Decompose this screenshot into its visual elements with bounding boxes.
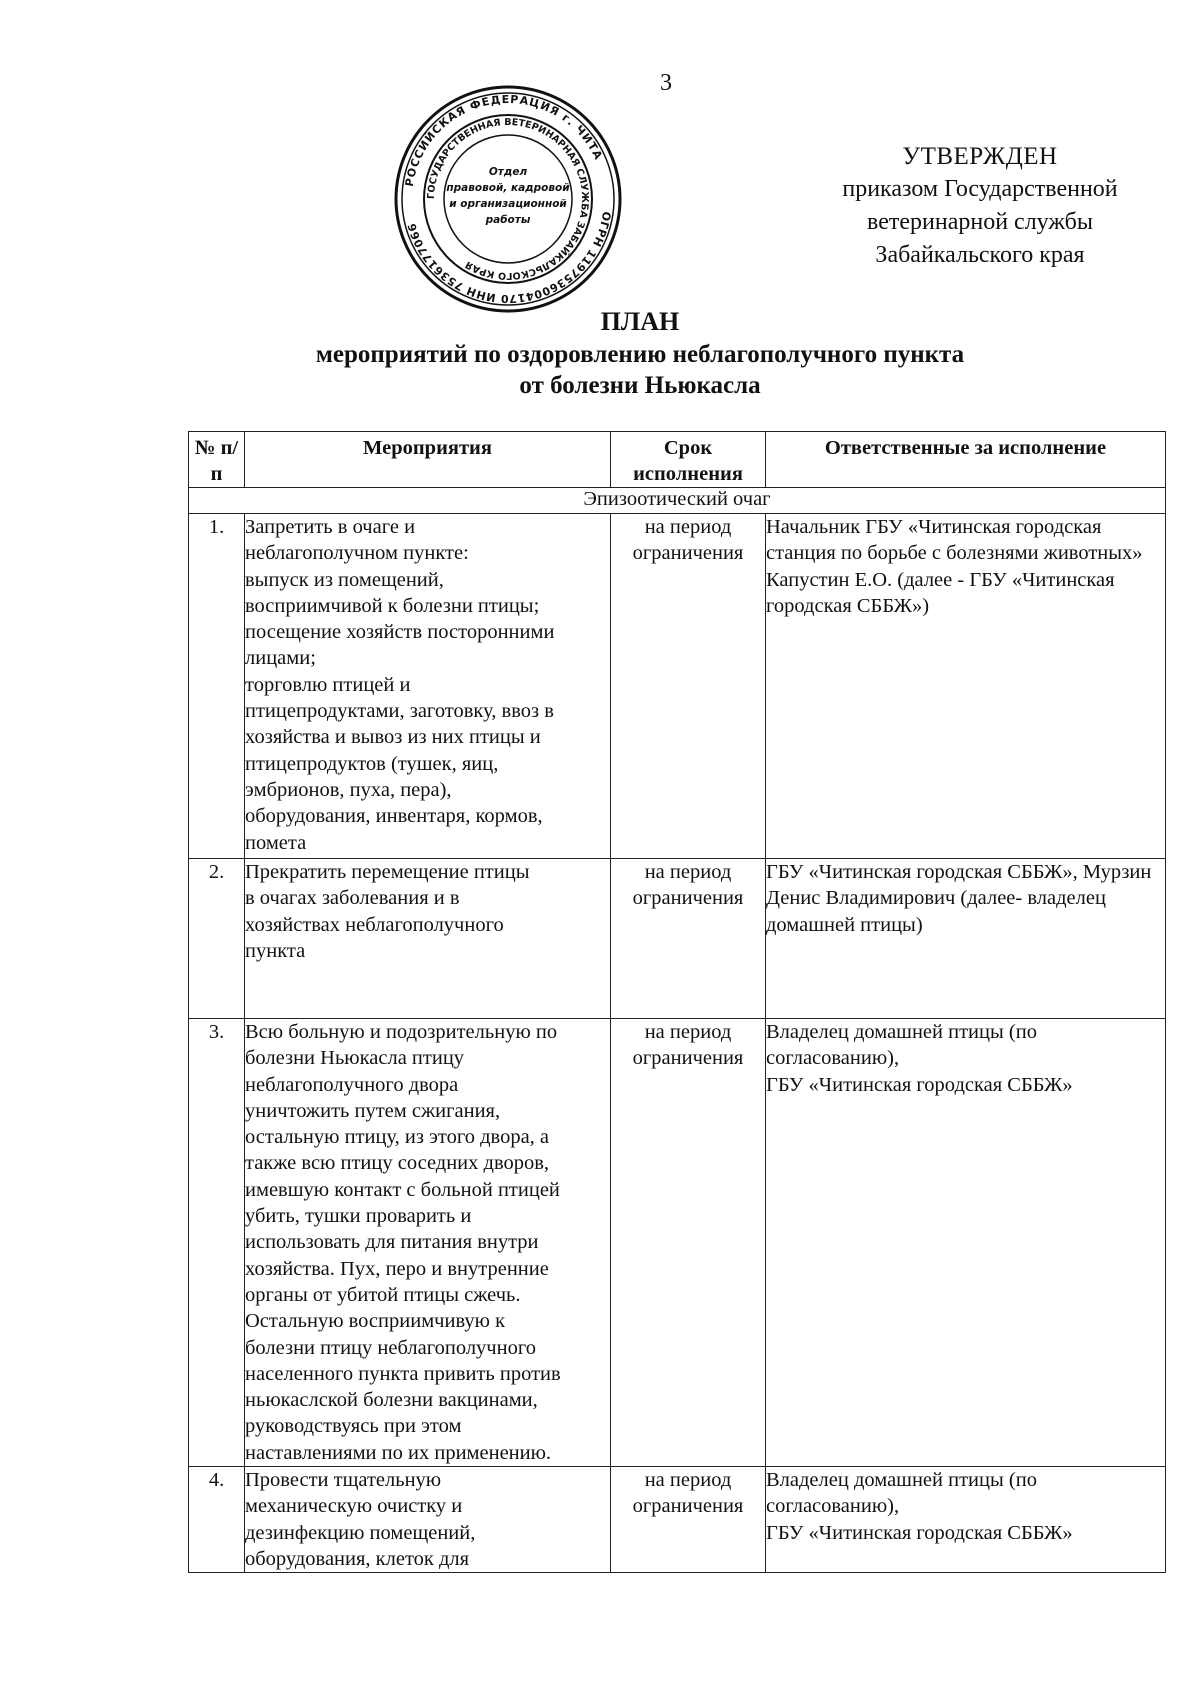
document-title: ПЛАН: [600, 307, 680, 336]
row-term: на период ограничения: [611, 1019, 766, 1467]
seal-inner-line: Отдел: [488, 166, 528, 178]
approved-line: ветеринарной службы: [867, 209, 1093, 235]
section-row: [189, 488, 1166, 514]
seal-inner-line: правовой, кадровой: [446, 182, 570, 194]
approved-title: УТВЕРЖДЕН: [902, 143, 1058, 170]
page-number: 3: [660, 70, 672, 96]
header-responsible: Ответственные за исполнение: [766, 432, 1166, 488]
plan-table: [188, 431, 1166, 1573]
approved-line: Забайкальского края: [875, 242, 1085, 268]
row-num: 3.: [189, 1019, 245, 1467]
seal-inner-line: работы: [485, 214, 531, 226]
document-subtitle: мероприятий по оздоровлению неблагополучного пункта: [315, 341, 965, 368]
header-activity: Мероприятия: [245, 432, 611, 488]
header-num: № п/п: [189, 432, 245, 488]
row-responsible: ГБУ «Читинская городская СББЖ», Мурзин Денис Владимирович (далее- владелец домашней птицы): [766, 859, 1166, 1019]
row-num: 4.: [189, 1467, 245, 1573]
seal-numbers: ОГРН 1197536004170 ИНН 7536177066: [405, 210, 614, 306]
table-row: [189, 514, 1166, 859]
seal-inner-line: и организационной: [449, 198, 567, 210]
document-heading: [200, 305, 1080, 401]
approval-block: [790, 140, 1170, 272]
table-row: [189, 859, 1166, 1019]
row-num: 2.: [189, 859, 245, 1019]
row-responsible: Владелец домашней птицы (по согласованию), ГБУ «Читинская городская СББЖ»: [766, 1467, 1166, 1573]
row-num: 1.: [189, 514, 245, 859]
row-term: на период ограничения: [611, 514, 766, 859]
row-term: на период ограничения: [611, 1467, 766, 1573]
approved-line: приказом Государственной: [842, 176, 1118, 202]
row-activity: Прекратить перемещение птицы в очагах заболевания и в хозяйствах неблагополучного пункта: [245, 859, 611, 1019]
section-title: Эпизоотический очаг: [189, 488, 1166, 514]
table-row: [189, 1019, 1166, 1467]
row-activity: Провести тщательную механическую очистку и дезинфекцию помещений, оборудования, клеток для: [245, 1467, 611, 1573]
row-responsible: Владелец домашней птицы (по согласованию), ГБУ «Читинская городская СББЖ»: [766, 1019, 1166, 1467]
document-subtitle: от болезни Ньюкасла: [519, 372, 761, 399]
seal-outer-text: РОССИЙСКАЯ ФЕДЕРАЦИЯ г. ЧИТА: [402, 92, 606, 188]
row-term: на период ограничения: [611, 859, 766, 1019]
row-responsible: Начальник ГБУ «Читинская городская станция по борьбе с болезнями животных» Капустин Е.О. (далее - ГБУ «Читинская городская СББЖ»): [766, 514, 1166, 859]
row-activity: Всю больную и подозрительную по болезни Ньюкасла птицу неблагополучного двора уничтожить путем сжигания, остальную птицу, из этого двора, а также всю птицу соседних дворов, имевшую контакт с больной птицей убить, тушки проварить и использовать для питания внутри хозяйства. Пух, перо и внутренние органы от убитой птицы сжечь. Остальную восприимчивую к болезни птицу неблагополучного населенного пункта привить против ньюкаслской болезни вакцинами, руководствуясь при этом наставлениями по их применению.: [245, 1019, 611, 1467]
official-seal: [392, 83, 624, 315]
row-activity: Запретить в очаге и неблагополучном пункте: выпуск из помещений, восприимчивой к болезни птицы; посещение хозяйств посторонними лицами; торговлю птицей и птицепродуктами, заготовку, ввоз в хозяйства и вывоз из них птицы и птицепродуктов (тушек, яиц, эмбрионов, пуха, пера), оборудования, инвентаря, кормов, помета: [245, 514, 611, 859]
seal-ring-text: ГОСУДАРСТВЕННАЯ ВЕТЕРИНАРНАЯ СЛУЖБА ЗАБАЙКАЛЬСКОГО КРАЯ: [425, 116, 591, 282]
header-term: Срок исполнения: [611, 432, 766, 488]
table-row: [189, 1467, 1166, 1573]
table-header-row: [189, 432, 1166, 488]
